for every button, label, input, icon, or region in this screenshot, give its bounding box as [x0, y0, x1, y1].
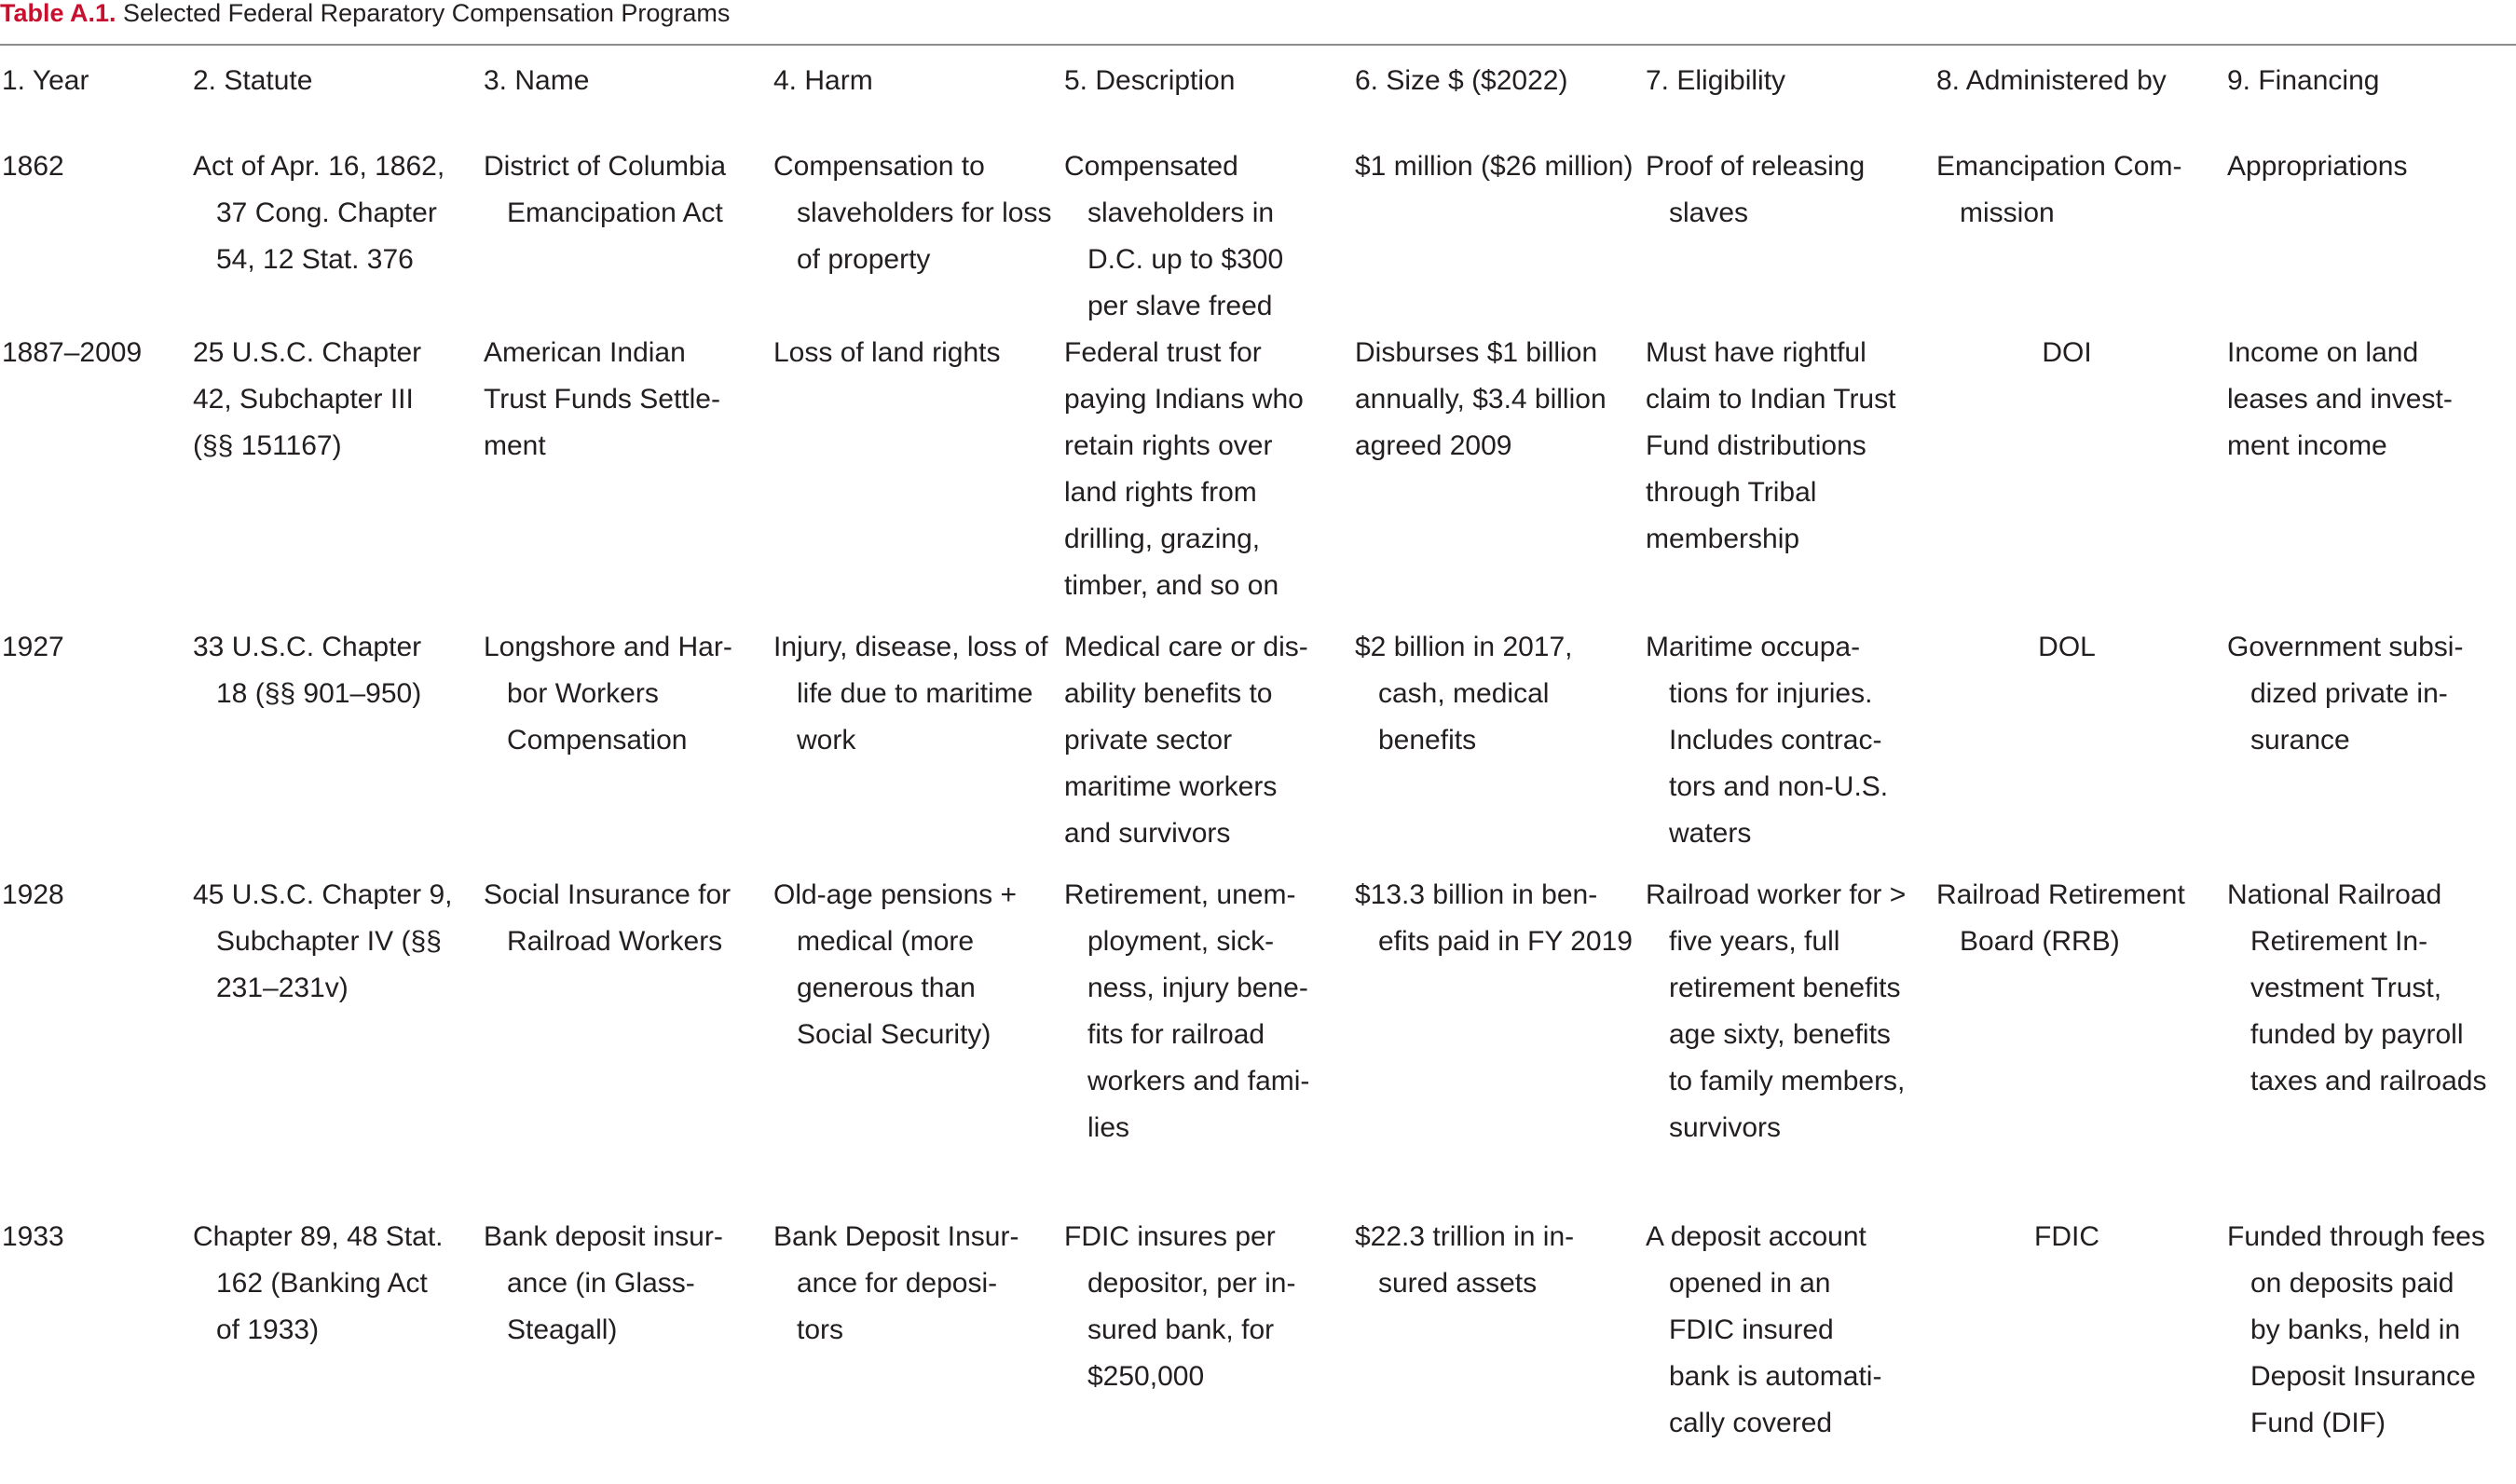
- row-1862-harm: Compensation to slaveholders for loss of property: [773, 151, 1052, 275]
- row-1887-statute: 25 U.S.C. Chapter 42, Subchapter III (§§ 151167): [193, 337, 422, 461]
- header-name: 3. Name: [484, 65, 590, 96]
- row-1927-eligibility: Maritime occupations for injuries. Includes contractors and non-U.S. waters: [1646, 632, 1889, 849]
- table-caption: [0, 0, 730, 37]
- row-1887-administered: DOI: [2042, 337, 2092, 368]
- row-1928-eligibility: Railroad worker for > five years, full retirement benefits age sixty, benefits to family members, survivors: [1646, 879, 1907, 1143]
- row-1933-size: $22.3 trillion in insured assets: [1355, 1221, 1575, 1299]
- row-1862-size: $1 million ($26 million): [1355, 151, 1634, 182]
- row-1933-eligibility: A deposit account opened in an FDIC insured bank is automatically covered: [1646, 1221, 1882, 1438]
- row-1933-name: Bank deposit insurance (in Glass-Steagall): [484, 1221, 723, 1345]
- row-1933-description: FDIC insures per depositor, per insured bank, for $250,000: [1064, 1221, 1296, 1392]
- row-1862-financing: Appropriations: [2227, 151, 2408, 182]
- row-1933-financing: Funded through fees on deposits paid by banks, held in Deposit Insurance Fund (DIF): [2227, 1221, 2485, 1438]
- row-1862-year: 1862: [2, 151, 64, 182]
- row-1887-description: Federal trust for paying Indians who retain rights over land rights from drilling, grazing, timber, and so on: [1064, 337, 1304, 601]
- row-1887-year: 1887–2009: [2, 337, 143, 368]
- row-1933-harm: Bank Deposit Insurance for depositors: [773, 1221, 1019, 1345]
- table-title: Selected Federal Reparatory Compensation Programs: [116, 0, 731, 27]
- row-1928-statute: 45 U.S.C. Chapter 9, Subchapter IV (§§ 231–231v): [193, 879, 453, 1003]
- row-1928-name: Social Insurance for Railroad Workers: [484, 879, 732, 957]
- row-1927-harm: Injury, disease, loss of life due to maritime work: [773, 632, 1048, 756]
- row-1927-statute: 33 U.S.C. Chapter 18 (§§ 901–950): [193, 632, 422, 709]
- header-harm: 4. Harm: [773, 65, 873, 96]
- row-1887-size: Disburses $1 billion annually, $3.4 billion agreed 2009: [1355, 337, 1607, 461]
- row-1933-year: 1933: [2, 1221, 64, 1252]
- table-label: Table A.1.: [0, 0, 116, 27]
- row-1927-year: 1927: [2, 632, 64, 662]
- header-eligibility: 7. Eligibility: [1646, 65, 1786, 96]
- header-financing: 9. Financing: [2227, 65, 2380, 96]
- header-administered-by: 8. Administered by: [1936, 65, 2167, 96]
- row-1862-administered: Emancipation Commission: [1936, 151, 2182, 228]
- header-size: 6. Size $ ($2022): [1355, 65, 1568, 96]
- row-1933-administered: FDIC: [2034, 1221, 2099, 1252]
- header-statute: 2. Statute: [193, 65, 313, 96]
- caption-rule: [0, 44, 2516, 46]
- row-1927-name: Longshore and Harbor Workers Compensation: [484, 632, 732, 756]
- row-1887-financing: Income on land leases and investment income: [2227, 337, 2453, 461]
- row-1862-eligibility: Proof of releasing slaves: [1646, 151, 1866, 228]
- row-1927-size: $2 billion in 2017, cash, medical benefits: [1355, 632, 1573, 756]
- row-1887-harm: Loss of land rights: [773, 337, 1001, 368]
- row-1862-description: Compensated slaveholders in D.C. up to $300 per slave freed: [1064, 151, 1284, 321]
- row-1927-financing: Government subsidized private insurance: [2227, 632, 2464, 756]
- row-1928-harm: Old-age pensions + medical (more generous than Social Security): [773, 879, 1018, 1050]
- row-1927-administered: DOL: [2038, 632, 2096, 662]
- row-1933-statute: Chapter 89, 48 Stat. 162 (Banking Act of 1933): [193, 1221, 444, 1345]
- row-1928-administered: Railroad Retirement Board (RRB): [1936, 879, 2185, 957]
- row-1928-size: $13.3 billion in benefits paid in FY 2019: [1355, 879, 1633, 957]
- row-1862-name: District of Columbia Emancipation Act: [484, 151, 727, 228]
- row-1887-name: American Indian Trust Funds Settlement: [484, 337, 720, 461]
- row-1928-financing: National Railroad Retirement Investment Trust, funded by payroll taxes and railroads: [2227, 879, 2487, 1096]
- row-1862-statute: Act of Apr. 16, 1862, 37 Cong. Chapter 54, 12 Stat. 376: [193, 151, 445, 275]
- header-year: 1. Year: [2, 65, 89, 96]
- row-1928-description: Retirement, unemployment, sickness, injury benefits for railroad workers and families: [1064, 879, 1310, 1143]
- row-1928-year: 1928: [2, 879, 64, 910]
- header-description: 5. Description: [1064, 65, 1236, 96]
- row-1887-eligibility: Must have rightful claim to Indian Trust Fund distributions through Tribal membership: [1646, 337, 1896, 554]
- row-1927-description: Medical care or disability benefits to private sector maritime workers and survivors: [1064, 632, 1308, 849]
